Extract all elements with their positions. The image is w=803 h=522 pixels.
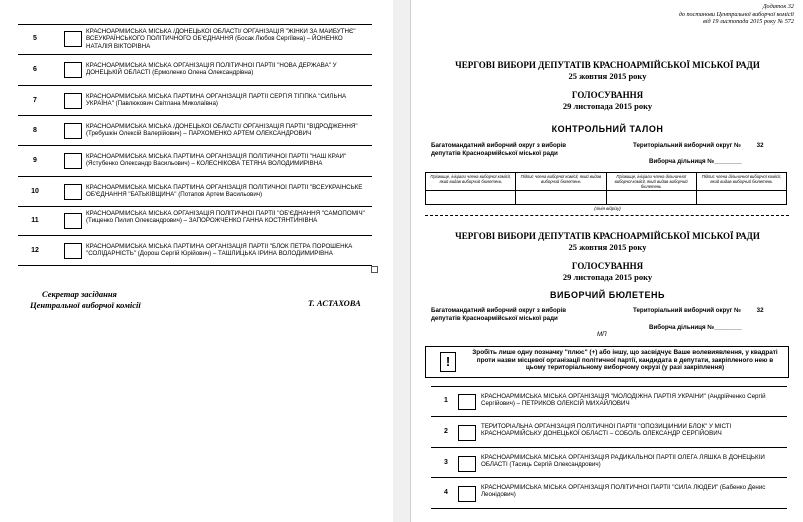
candidate-number: 6 — [33, 66, 37, 73]
vote-checkbox[interactable] — [458, 394, 476, 410]
instruction-text: Зробіть лише одну позначку "плюс" (+) або іншу, що засвідчує Ваше волевиявлення, у квадраті проти назви місцевої організації політичної партії, кандидата в депутати, закріпленого нею в цьому територіальному виборчому окрузі (у разі закріплення) — [472, 349, 778, 372]
table-cell[interactable] — [516, 191, 606, 205]
candidate-number: 2 — [444, 428, 448, 435]
vote-checkbox[interactable] — [458, 425, 476, 441]
candidate-number: 10 — [31, 188, 39, 195]
vote-checkbox[interactable] — [64, 123, 82, 139]
resize-handle-icon[interactable] — [371, 266, 378, 273]
candidate-text: КРАСНОАРМІЙСЬКА МІСЬКА ОРГАНІЗАЦІЯ ПОЛІТИЧНОЇ ПАРТІЇ "ОБ'ЄДНАННЯ "САМОПОМІЧ" (Тищенко Пилип Олександрович) – ЗАПОРОЖЧЕНКО ГАННА КОСТЯНТИНІВНА — [86, 210, 365, 225]
signature-block — [30, 289, 141, 311]
annex-ref: до постанови Центральної виборчої комісії — [678, 10, 794, 18]
candidate-row-9 — [18, 145, 372, 177]
candidate-number: 3 — [444, 459, 448, 466]
candidate-row-12 — [18, 235, 372, 266]
vote-checkbox[interactable] — [64, 93, 82, 109]
candidate-number: 8 — [33, 127, 37, 134]
candidate-row-7 — [18, 85, 372, 116]
table-cell[interactable] — [696, 191, 786, 205]
ballot-territorial — [633, 307, 764, 315]
candidate-text: КРАСНОАРМІЙСЬКА МІСЬКА ПАРТІЙНА ОРГАНІЗАЦІЯ ПОЛІТИЧНОЇ ПАРТІЇ "ВСЕУКРАЇНСЬКЕ ОБ'ЄДНАННЯ "БАТЬКІВЩИНА" (Потапов Артем Васильович) — [86, 184, 363, 199]
cut-line — [425, 215, 789, 216]
ballot-candidate-row-4 — [431, 477, 787, 509]
candidate-text: КРАСНОАРМІЙСЬКА МІСЬКА ПАРТІЙНА ОРГАНІЗАЦІЯ ПАРТІЇ "БЛОК ПЕТРА ПОРОШЕНКА "СОЛІДАРНІСТЬ" (Дорош Сергій Юрійович) – ТАШЛИЦЬКА ІРИНА ВОЛОДИМИРІВНА — [86, 243, 353, 258]
control-vote-date: 29 листопада 2015 року — [562, 101, 653, 111]
signature-name: Т. АСТАХОВА — [308, 298, 361, 308]
ballot-election-date: 25 жовтня 2015 року — [568, 242, 647, 252]
candidate-number: 12 — [31, 247, 39, 254]
candidate-text: КРАСНОАРМІЙСЬКА МІСЬКА ПАРТІЙНА ОРГАНІЗАЦІЯ ПАРТІЇ СЕРГІЯ ТІГІПКА "СИЛЬНА УКРАЇНА" (Павлюкович Світлана Миколаївна) — [86, 93, 347, 108]
control-vote-heading: ГОЛОСУВАННЯ — [571, 90, 644, 100]
ballot-candidate-row-3 — [431, 447, 787, 478]
annex-title: Додаток 32 — [762, 3, 794, 10]
candidate-text: КРАСНОАРМІЙСЬКА МІСЬКА ОРГАНІЗАЦІЯ ПОЛІТИЧНОЇ ПАРТІЇ "НОВА ДЕРЖАВА" У ДОНЕЦЬКІЙ ОБЛАСТІ (Ермоленко Олена Олександрівна) — [86, 62, 337, 77]
candidate-text: КРАСНОАРМІЙСЬКА МІСЬКА /ДОНЕЦЬКОЇ ОБЛАСТІ/ ОРГАНІЗАЦІЯ "ЖІНКИ ЗА МАЙБУТНЄ" ВСЕУКРАЇНСЬКОГО ПОЛІТИЧНОГО ОБ'ЄДНАННЯ (Босак Любов Сергіївна) – ЙОНЕНКО НАТАЛІЯ ВІКТОРІВНА — [86, 28, 356, 50]
table-header-cell: Прізвище, ініціали члена дільничної виборчої комісії, який видав виборчий бюлетень — [606, 173, 696, 191]
district-line-1: Багатомандатний виборчий округ з виборів — [431, 307, 567, 314]
instruction-box — [425, 346, 789, 378]
candidate-text: КРАСНОАРМІЙСЬКА МІСЬКА ОРГАНІЗАЦІЯ "МОЛОДІЖНА ПАРТІЯ УКРАЇНИ" (Андрійченко Сергій Сергійович) – ПЕТРИКОВ ОЛЕКСІЙ МИХАЙЛОВИЧ — [481, 393, 766, 408]
control-election-title: ЧЕРГОВІ ВИБОРИ ДЕПУТАТІВ КРАСНОАРМІЙСЬКОЇ МІСЬКОЇ РАДИ — [455, 60, 760, 70]
candidate-row-5 — [18, 24, 372, 55]
candidate-row-8 — [18, 115, 372, 146]
table-header-cell: Підпис члена виборчої комісії, який видав виборчий бюлетень — [516, 173, 606, 191]
ballot-candidate-row-1 — [431, 386, 787, 417]
ballot-vote-date: 29 листопада 2015 року — [562, 272, 653, 282]
candidate-number: 9 — [33, 157, 37, 164]
ballot-table-bottom — [431, 508, 787, 510]
territorial-number: 32 — [756, 307, 764, 314]
ballot-election-title: ЧЕРГОВІ ВИБОРИ ДЕПУТАТІВ КРАСНОАРМІЙСЬКОЇ МІСЬКОЇ РАДИ — [455, 231, 760, 241]
cut-line-note: (лінія відрізу) — [594, 206, 621, 211]
ballot-precinct[interactable]: Виборча дільниця №________ — [649, 324, 742, 331]
vote-checkbox[interactable] — [458, 456, 476, 472]
territorial-label: Територіальний виборчий округ № — [633, 142, 741, 149]
candidate-text: ТЕРИТОРІАЛЬНА ОРГАНІЗАЦІЯ ПОЛІТИЧНОЇ ПАРТІЇ "ОПОЗИЦІЙНИЙ БЛОК" У МІСТІ КРАСНОАРМІЙСЬКУ ДОНЕЦЬКОЇ ОБЛАСТІ – СОБОЛЬ ОЛЕКСАНДР СЕРГІЙОВИЧ — [481, 423, 732, 438]
signature-org: Центральної виборчої комісії — [30, 300, 141, 310]
control-section-title: КОНТРОЛЬНИЙ ТАЛОН — [551, 124, 664, 134]
annex-date: від 19 листопада 2015 року № 572 — [703, 18, 794, 26]
left-page — [0, 0, 393, 522]
control-precinct[interactable]: Виборча дільниця №________ — [649, 158, 742, 165]
candidate-number: 1 — [444, 397, 448, 404]
vote-checkbox[interactable] — [64, 31, 82, 47]
ballot-section-title: ВИБОРЧИЙ БЮЛЕТЕНЬ — [550, 290, 665, 300]
table-header-cell: Прізвище, ініціали члена виборчої комісії, який видав виборчий бюлетень — [426, 173, 516, 191]
vote-checkbox[interactable] — [458, 486, 476, 502]
annex-note — [679, 3, 794, 26]
district-line-1: Багатомандатний виборчий округ з виборів — [431, 142, 567, 149]
control-district — [431, 142, 566, 158]
vote-checkbox[interactable] — [64, 62, 82, 78]
signature-title: Секретар засідання — [42, 289, 117, 299]
control-territorial — [633, 142, 764, 150]
right-page — [410, 0, 803, 522]
exclamation-icon: ! — [440, 352, 456, 372]
candidate-number: 5 — [33, 35, 37, 42]
vote-checkbox[interactable] — [64, 213, 82, 229]
table-bottom-border — [18, 265, 372, 266]
candidate-text: КРАСНОАРМІЙСЬКА МІСЬКА ОРГАНІЗАЦІЯ РАДИКАЛЬНОЇ ПАРТІЇ ОЛЕГА ЛЯШКА В ДОНЕЦЬКІЙ ОБЛАСТІ (Тасиць Сергій Олександрович) — [481, 454, 765, 469]
control-election-date: 25 жовтня 2015 року — [568, 71, 647, 81]
candidate-row-11 — [18, 206, 372, 236]
candidate-text: КРАСНОАРМІЙСЬКА МІСЬКА /ДОНЕЦЬКОЇ ОБЛАСТІ/ ОРГАНІЗАЦІЯ ПАРТІЇ "ВІДРОДЖЕННЯ" (Требушкін Олексій Валерійович) – ПАРХОМЕНКО АРТЕМ ОЛЕКСАНДРОВИЧ — [86, 123, 358, 138]
table-header-cell: Підпис члена дільничної виборчої комісії, який видав виборчий бюлетень — [696, 173, 786, 191]
control-coupon-table — [425, 172, 787, 205]
vote-checkbox[interactable] — [64, 153, 82, 169]
stamp-place-mark: МП — [597, 331, 607, 338]
candidate-text: КРАСНОАРМІЙСЬКА МІСЬКА ОРГАНІЗАЦІЯ ПОЛІТИЧНОЇ ПАРТІЇ "СИЛА ЛЮДЕЙ" (Бабенко Денис Леонідович) — [481, 484, 766, 499]
ballot-vote-heading: ГОЛОСУВАННЯ — [571, 261, 644, 271]
vote-checkbox[interactable] — [64, 243, 82, 259]
vote-checkbox[interactable] — [64, 184, 82, 200]
ballot-district — [431, 307, 566, 323]
table-cell[interactable] — [606, 191, 696, 205]
district-line-2: депутатів Красноармійської міської ради — [431, 314, 558, 322]
table-cell[interactable] — [426, 191, 516, 205]
candidate-number: 7 — [33, 97, 37, 104]
candidate-row-6 — [18, 54, 372, 86]
candidate-number: 4 — [444, 489, 448, 496]
ballot-candidate-row-2 — [431, 416, 787, 448]
candidate-row-10 — [18, 176, 372, 207]
candidate-text: КРАСНОАРМІЙСЬКА МІСЬКА ПАРТІЙНА ОРГАНІЗАЦІЯ ПОЛІТИЧНОЇ ПАРТІЇ "НАШ КРАЙ" (Ястубенко Олександр Васильович) – КОЛЕСНІКОВА ТЕТЯНА ВОЛОДИМИРІВНА — [86, 153, 347, 168]
territorial-number: 32 — [756, 142, 764, 149]
territorial-label: Територіальний виборчий округ № — [633, 307, 741, 314]
candidate-number: 11 — [31, 217, 39, 224]
district-line-2: депутатів Красноармійської міської ради — [431, 149, 558, 157]
